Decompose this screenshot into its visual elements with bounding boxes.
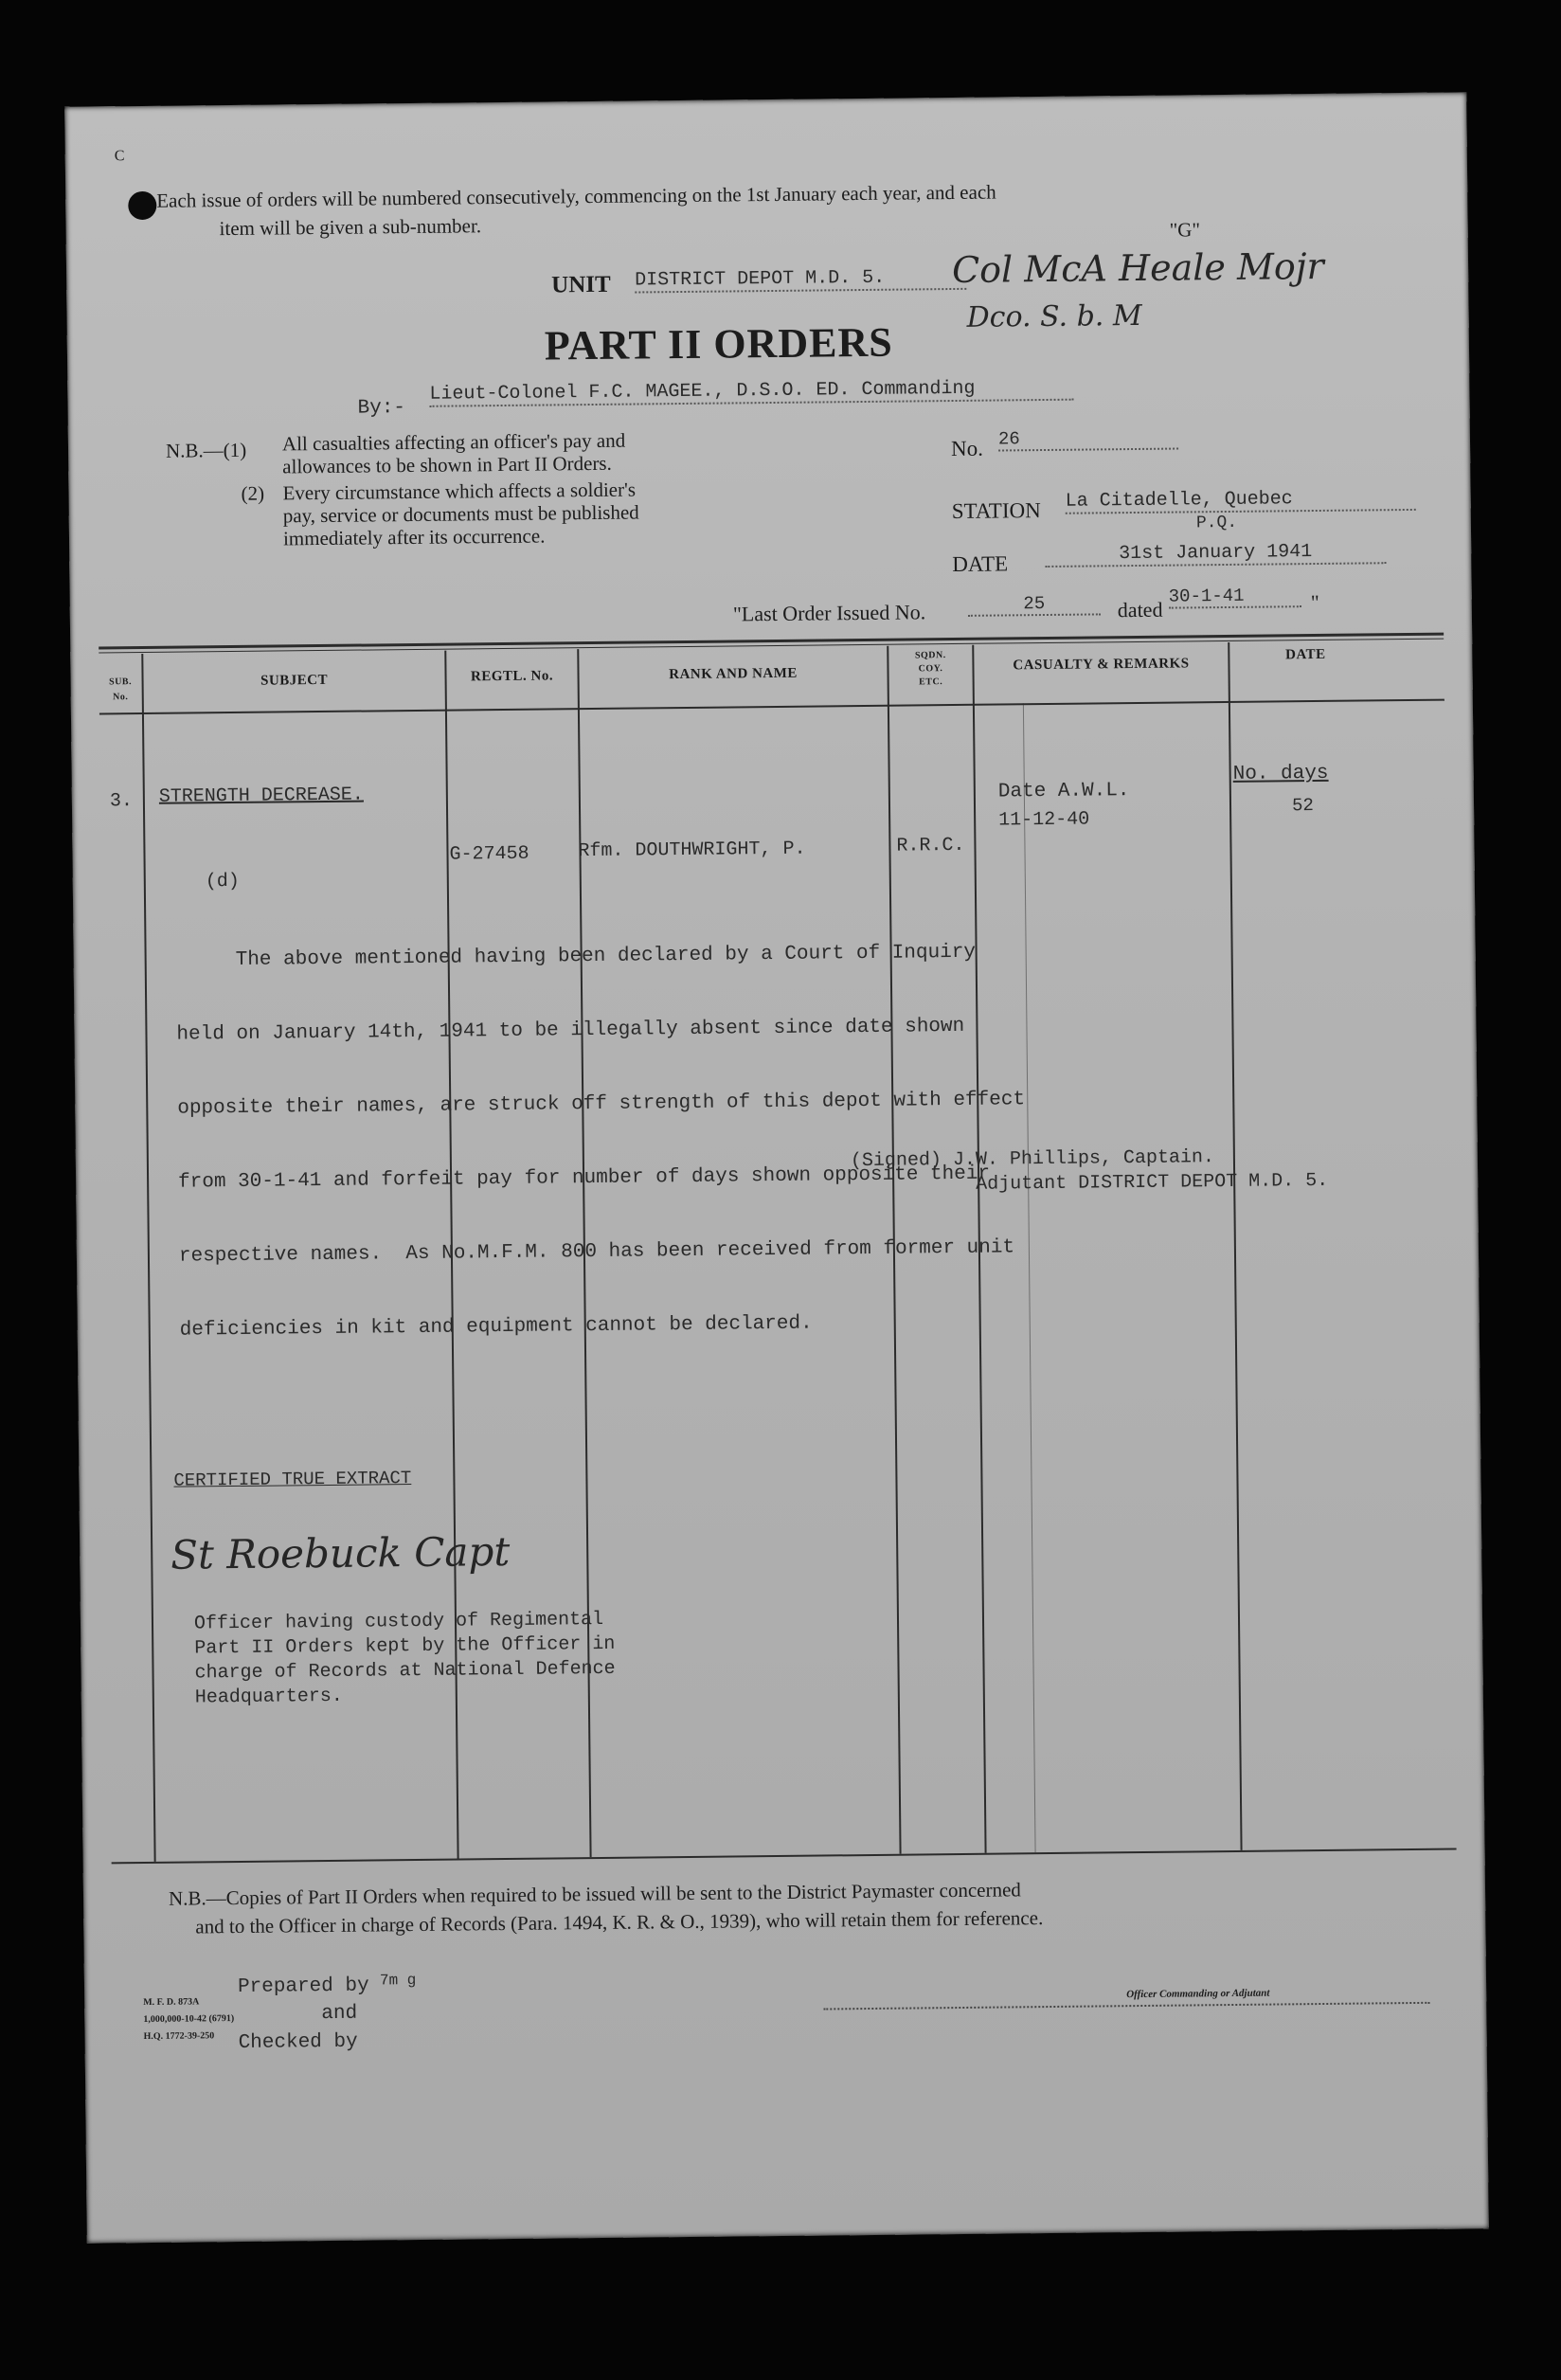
body-line: opposite their names, are struck off strength of this depot with effect bbox=[177, 1089, 1026, 1120]
nb1-line-1: All casualties affecting an officer's pay and bbox=[281, 428, 626, 456]
by-value: Lieut-Colonel F.C. MAGEE., D.S.O. ED. Commanding bbox=[429, 377, 1073, 407]
col-header-sqdn-1: SQDN. bbox=[914, 650, 946, 661]
form-code: "G" bbox=[1169, 218, 1201, 242]
handwritten-note-1: Col McA Heale Mojr bbox=[951, 244, 1324, 292]
signed-line-1: (Signed) J.W. Phillips, Captain. bbox=[850, 1146, 1215, 1173]
signed-line-2: Adjutant DISTRICT DEPOT M.D. 5. bbox=[976, 1169, 1329, 1196]
body-line: The above mentioned having been declared by a Court of Inquiry bbox=[175, 941, 977, 972]
entry-unit: R.R.C. bbox=[896, 834, 965, 857]
form-no-2: 1,000,000-10-42 (6791) bbox=[143, 2013, 235, 2026]
prepared-value: 7m g bbox=[379, 1972, 417, 1990]
dated-label: dated bbox=[1117, 597, 1163, 622]
order-no-value: 26 bbox=[998, 427, 1178, 452]
cert-line: Part II Orders kept by the Officer in bbox=[194, 1632, 616, 1660]
station-value-2: P.Q. bbox=[1195, 513, 1238, 533]
col-divider-1 bbox=[141, 654, 155, 1862]
body-line: respective names. As No.M.F.M. 800 has been received from former unit bbox=[178, 1236, 1015, 1268]
corner-mark: C bbox=[114, 148, 125, 165]
cert-stamp-text bbox=[194, 1608, 616, 1711]
certified-stamp: CERTIFIED TRUE EXTRACT bbox=[173, 1468, 412, 1491]
form-no-3: H.Q. 1772-39-250 bbox=[143, 2030, 215, 2043]
form-no-1: M. F. D. 873A bbox=[143, 1996, 200, 2009]
cert-line: Headquarters. bbox=[194, 1685, 343, 1709]
entry-subject: STRENGTH DECREASE. bbox=[158, 784, 365, 808]
nb1-text bbox=[282, 429, 626, 478]
col-header-casualty: CASUALTY & REMARKS bbox=[1013, 656, 1190, 674]
col-header-rank-name: RANK AND NAME bbox=[669, 665, 798, 683]
nb2-line-1: Every circumstance which affects a soldier's bbox=[282, 478, 637, 505]
nb2-text bbox=[282, 478, 639, 550]
page-title: PART II ORDERS bbox=[544, 318, 893, 370]
prepared-label: Prepared by bbox=[237, 1974, 369, 1999]
entry-casualty-1: Date A.W.L. bbox=[997, 780, 1130, 803]
and-label: and bbox=[321, 2002, 358, 2026]
nb1-line-2: allowances to be shown in Part II Orders. bbox=[282, 451, 612, 478]
closing-quote: " bbox=[1310, 589, 1319, 615]
station-value: La Citadelle, Quebec bbox=[1066, 487, 1416, 514]
footer-nb-line-1: N.B.—Copies of Part II Orders when required to be issued will be sent to the District Paymaster concerned bbox=[168, 1878, 1021, 1910]
col-header-date: DATE bbox=[1284, 646, 1326, 663]
order-no-label: No. bbox=[950, 436, 984, 461]
footer-nb-line-2: and to the Officer in charge of Records (Para. 1494, K. R. & O., 1939), who will retain them for reference. bbox=[195, 1906, 1044, 1938]
entry-date-1: No. days bbox=[1232, 762, 1329, 785]
col-header-sqdn-3: ETC. bbox=[919, 676, 943, 688]
table-header-rule bbox=[99, 699, 1444, 715]
cert-line: charge of Records at National Defence bbox=[194, 1657, 616, 1685]
nb1-prefix: N.B.—(1) bbox=[165, 438, 247, 462]
entry-regtl-no: G-27458 bbox=[449, 842, 529, 866]
col-header-sub-1: SUB. bbox=[109, 676, 133, 688]
certifier-signature: St Roebuck Capt bbox=[170, 1527, 511, 1578]
by-label: By:- bbox=[357, 397, 406, 420]
form-numbers bbox=[143, 1993, 234, 2046]
entry-date-2: 52 bbox=[1291, 795, 1314, 817]
col-header-sub-2: No. bbox=[113, 692, 129, 703]
intro-line-1: Each issue of orders will be numbered consecutively, commencing on the 1st January each year, and each bbox=[156, 180, 996, 212]
col-header-sqdn bbox=[888, 649, 972, 690]
date-value: 31st January 1941 bbox=[1045, 540, 1386, 568]
body-line: from 30-1-41 and forfeit pay for number of days shown opposite their bbox=[178, 1163, 991, 1194]
unit-label: UNIT bbox=[551, 271, 611, 298]
col-header-sub bbox=[99, 675, 142, 705]
intro-line-2: item will be given a sub-number. bbox=[219, 214, 482, 241]
body-line: deficiencies in kit and equipment cannot be declared. bbox=[179, 1312, 813, 1342]
last-order-value: 25 bbox=[968, 592, 1101, 616]
date-label: DATE bbox=[952, 551, 1009, 577]
col-divider-6 bbox=[1228, 642, 1242, 1850]
table-bottom-rule bbox=[112, 1848, 1457, 1865]
checked-label: Checked by bbox=[238, 2030, 358, 2055]
body-line: held on January 14th, 1941 to be illegally absent since date shown bbox=[176, 1015, 965, 1046]
entry-sub-item: (d) bbox=[205, 870, 240, 893]
entry-rank-name: Rfm. DOUTHWRIGHT, P. bbox=[578, 838, 806, 863]
col-header-sqdn-2: COY. bbox=[918, 663, 943, 675]
entry-casualty-2: 11-12-40 bbox=[998, 808, 1090, 832]
punch-hole bbox=[128, 191, 156, 220]
entry-sub-no: 3. bbox=[109, 790, 134, 813]
nb2-prefix: (2) bbox=[241, 481, 265, 505]
cert-line: Officer having custody of Regimental bbox=[193, 1608, 604, 1635]
nb2-line-2: pay, service or documents must be published bbox=[282, 500, 639, 528]
dated-value: 30-1-41 bbox=[1169, 585, 1301, 608]
document-page bbox=[64, 92, 1489, 2243]
col-header-regtl-no: REGTL. No. bbox=[470, 668, 554, 685]
handwritten-note-2: Dco. S. b. M bbox=[966, 298, 1142, 334]
unit-value: DISTRICT DEPOT M.D. 5. bbox=[635, 266, 966, 294]
officer-label: Officer Commanding or Adjutant bbox=[1126, 1987, 1270, 2001]
station-label: STATION bbox=[951, 498, 1041, 524]
entry-body bbox=[175, 891, 1028, 1392]
col-header-subject: SUBJECT bbox=[260, 672, 329, 689]
last-order-label: "Last Order Issued No. bbox=[732, 600, 926, 626]
officer-signature-line bbox=[823, 2002, 1429, 2010]
nb2-line-3: immediately after its occurrence. bbox=[282, 524, 546, 550]
